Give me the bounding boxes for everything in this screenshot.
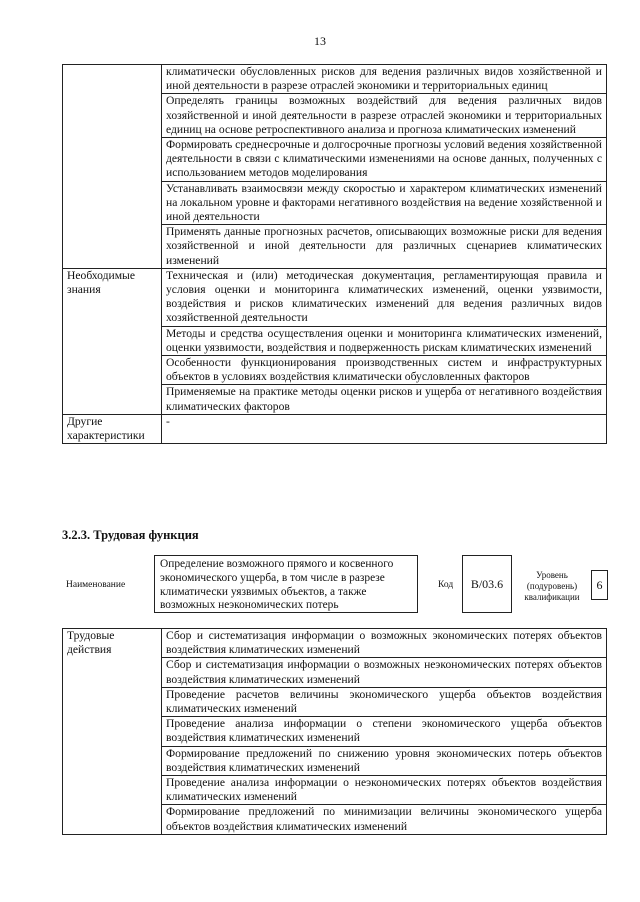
knowledge-item: Техническая и (или) методическая документация, регламентирующая правила и условия оценки и мониторинга климатических изменений, оценки уязвимости, воздействия и рисков климатических изменений для ведения различных видов хозяйственной деятельности [162,268,607,326]
name-value: Определение возможного прямого и косвенного экономического ущерба, в том числе в разрезе климатически уязвимых объектов, а также возможных неэкономических потерь [154,555,418,613]
other-label: Другие характеристики [63,414,162,443]
knowledge-item: Особенности функционирования производственных систем и инфраструктурных объектов в условиях воздействия климатически обусловленных факторов [162,356,607,385]
code-value: B/03.6 [462,555,512,613]
knowledge-item: Методы и средства осуществления оценки и мониторинга климатических изменений, оценки уязвимости, воздействия и подверженность рискам климатических изменений [162,326,607,355]
action-item: Проведение расчетов величины экономического ущерба объектов воздействия климатических изменений [162,687,607,716]
action-item: Формирование предложений по снижению уровня экономических потерь объектов воздействия климатических изменений [162,746,607,775]
action-item: Сбор и систематизация информации о возможных неэкономических потерях объектов воздействия климатических изменений [162,658,607,687]
code-label: Код [438,580,454,590]
function-header [62,554,608,616]
section-heading: 3.2.3. Трудовая функция [62,528,199,542]
other-value: - [162,414,607,443]
skill-item: Применять данные прогнозных расчетов, описывающих возможные риски для ведения хозяйственной и иной деятельности для различных сценариев климатических изменений [162,225,607,269]
table-row [63,268,607,326]
action-item: Сбор и систематизация информации о возможных экономических потерях объектов воздействия климатических изменений [162,629,607,658]
skill-item: Определять границы возможных воздействий для ведения различных видов хозяйственной и иной деятельности в разрезе отраслей экономики и территориальных единиц на основе ретроспективного анализа и прогноза климатических изменений [162,94,607,138]
level-label: Уровень (подуровень) квалификации [524,570,580,602]
knowledge-label: Необходимые знания [63,268,162,414]
actions-label: Трудовые действия [63,629,162,835]
knowledge-item: Применяемые на практике методы оценки рисков и ущерба от негативного воздействия климатических факторов [162,385,607,414]
skill-item: Устанавливать взаимосвязи между скоростью и характером климатических изменений на локальном уровне и факторами негативного воздействия на ведение хозяйственной и иной деятельности [162,181,607,225]
level-value: 6 [591,570,608,600]
table-row [63,414,607,443]
table-row [63,65,607,94]
action-item: Проведение анализа информации о неэкономических потерях объектов воздействия климатических изменений [162,776,607,805]
skill-item: климатически обусловленных рисков для ведения различных видов хозяйственной и иной деятельности в разрезе отраслей экономики и территориальных единиц [162,65,607,94]
action-item: Проведение анализа информации о степени экономического ущерба объектов воздействия климатических изменений [162,717,607,746]
name-label: Наименование [66,580,126,590]
table-row [63,629,607,658]
skills-knowledge-table [62,64,607,444]
skill-item: Формировать среднесрочные и долгосрочные прогнозы условий ведения хозяйственной деятельности в связи с климатическими изменениями на основе данных, полученных с использованием методов моделирования [162,138,607,182]
page-number: 13 [314,34,326,48]
actions-table [62,628,607,835]
action-item: Формирование предложений по минимизации величины экономического ущерба объектов воздействия климатических изменений [162,805,607,834]
empty-label-cell [63,65,162,269]
